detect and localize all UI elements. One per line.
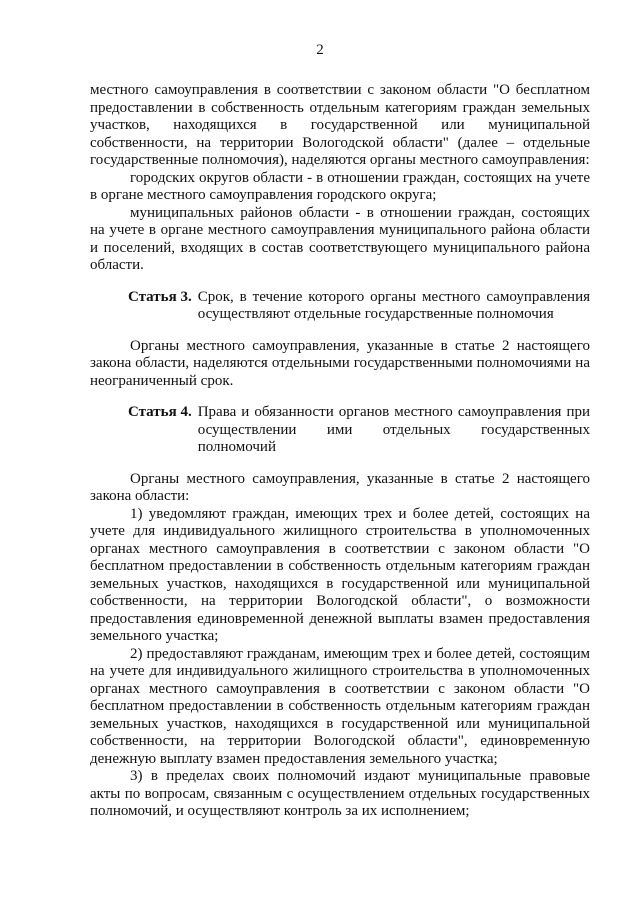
article-4-label: Статья 4. [128, 404, 192, 420]
article-4-item: 1) уведомляют граждан, имеющих трех и более детей, состоящих на учете для индивидуального жилищного строительства в уполномоченных органах местного самоуправления в соответствии с законом области "О бесплатном предоставлении в собственность отдельным категориям граждан земельных участков, находящихся в государственной или муниципальной собственности, на территории Вологодской области", о возможности предоставления единовременной денежной выплаты взамен предоставления земельного участка; [90, 505, 590, 644]
article-3-heading [128, 289, 590, 324]
article-3-title: Срок, в течение которого органы местного самоуправления осуществляют отдельные государственные полномочия [197, 288, 590, 322]
article-4-item: 2) предоставляют гражданам, имеющим трех и более детей, состоящим на учете для индивидуального жилищного строительства в уполномоченных органах местного самоуправления в соответствии с законом области "О бесплатном предоставлении в собственность отдельным категориям граждан земельных участков, находящихся в государственной или муниципальной собственности, на территории Вологодской области", единовременную денежную выплату взамен предоставления земельного участка; [90, 645, 590, 767]
article-4-item: 3) в пределах своих полномочий издают муниципальные правовые акты по вопросам, связанным с осуществлением отдельных государственных полномочий, и осуществляют контроль за их исполнением; [90, 768, 590, 819]
article-3-label: Статья 3. [128, 288, 192, 305]
document-body [90, 82, 590, 821]
article-4-heading [128, 404, 590, 457]
article-4-title: Права и обязанности органов местного самоуправления при осуществлении ими отдельных государственных полномочий [197, 404, 590, 455]
article-3-body: Органы местного самоуправления, указанные в статье 2 настоящего закона области, наделяются отдельными государственными полномочиями на неограниченный срок. [90, 337, 590, 389]
page-number: 2 [316, 42, 324, 58]
intro-paragraph: местного самоуправления в соответствии с законом области "О бесплатном предоставлении в собственность отдельным категориям граждан земельных участков, находящихся в государственной или муниципальной собственности, на территории Вологодской области" (далее – отдельные государственные полномочия), наделяются органы местного самоуправления: [90, 82, 590, 168]
article-4-lead: Органы местного самоуправления, указанные в статье 2 настоящего закона области: [90, 470, 590, 504]
intro-paragraph: городских округов области - в отношении граждан, состоящих на учете в органе местного самоуправления городского округа; [90, 169, 590, 203]
intro-paragraph: муниципальных районов области - в отношении граждан, состоящих на учете в органе местного самоуправления муниципального района области и поселений, входящих в состав соответствующего муниципального района области. [90, 204, 590, 273]
